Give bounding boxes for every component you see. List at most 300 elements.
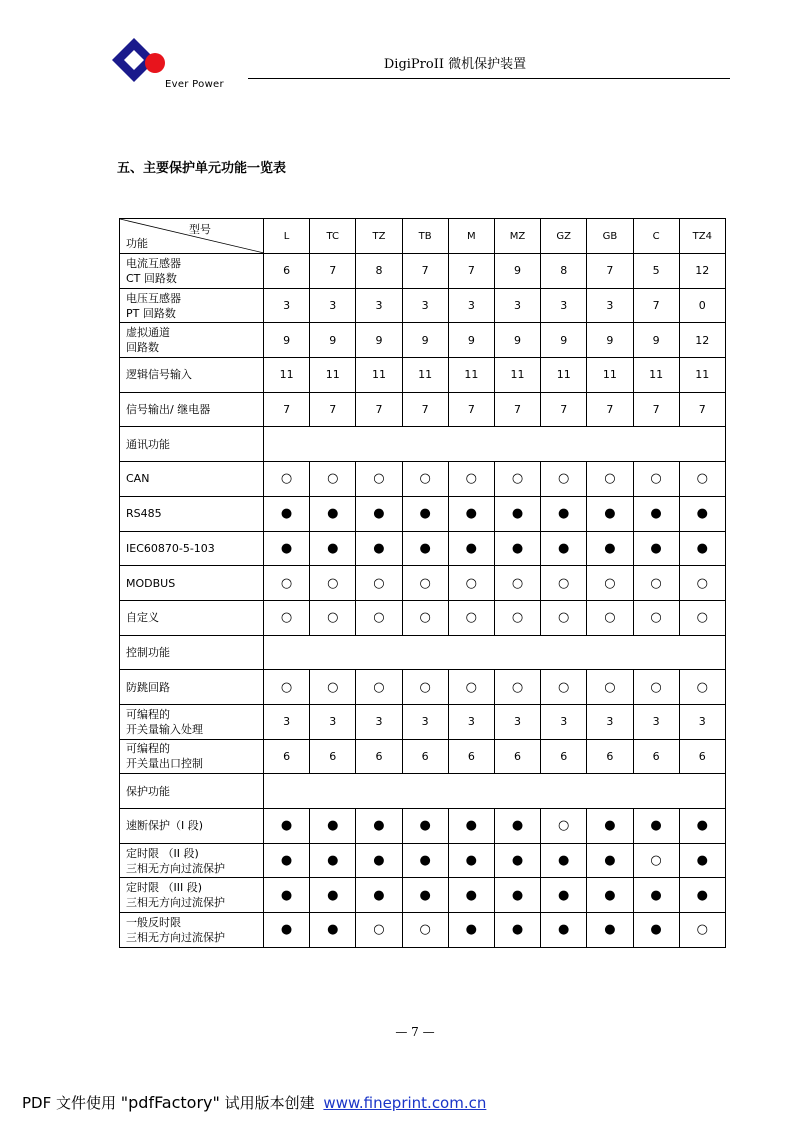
company-logo <box>110 36 240 96</box>
row-label-line: 三相无方向过流保护 <box>126 861 225 875</box>
table-cell <box>494 600 540 635</box>
table-cell <box>402 843 448 878</box>
row-label <box>120 358 264 393</box>
table-cell <box>679 878 725 913</box>
table-cell <box>633 358 679 393</box>
table-cell <box>264 878 310 913</box>
header-title: DigiProII 微机保护装置 <box>383 57 527 72</box>
table-cell <box>541 496 587 531</box>
table-cell <box>494 288 540 323</box>
table-cell <box>264 566 310 601</box>
table-cell <box>633 531 679 566</box>
table-cell <box>264 670 310 705</box>
table-cell <box>494 531 540 566</box>
supported-mark: ● <box>465 887 478 903</box>
supported-mark: ● <box>419 540 431 556</box>
corner-function-label: 功能 <box>126 237 148 250</box>
cell-value: 6 <box>421 749 429 763</box>
table-cell <box>310 843 356 878</box>
table-cell <box>448 739 494 774</box>
table-cell <box>587 531 633 566</box>
optional-mark: ○ <box>696 610 708 626</box>
cell-value: 7 <box>698 403 706 417</box>
table-cell <box>541 843 587 878</box>
table-cell <box>494 254 540 289</box>
optional-mark: ○ <box>650 471 662 487</box>
cell-value: 7 <box>467 264 475 278</box>
supported-mark: ● <box>650 506 662 522</box>
table-row <box>120 704 726 739</box>
table-cell <box>356 739 402 774</box>
table-cell <box>541 739 587 774</box>
optional-mark: ○ <box>558 679 570 695</box>
optional-mark: ○ <box>696 922 708 938</box>
table-cell <box>633 288 679 323</box>
table-cell <box>402 531 448 566</box>
table-cell <box>633 600 679 635</box>
table-cell <box>448 323 494 358</box>
table-cell <box>448 254 494 289</box>
table-cell <box>448 809 494 844</box>
table-cell <box>587 392 633 427</box>
cell-value: 6 <box>329 749 337 763</box>
cell-value: 3 <box>375 299 383 313</box>
supported-mark: ● <box>373 853 385 869</box>
cell-value: 11 <box>418 368 433 382</box>
section-empty-cell <box>264 774 726 809</box>
cell-value: 6 <box>652 749 660 763</box>
row-label <box>120 531 264 566</box>
column-header: GZ <box>541 219 587 254</box>
table-cell <box>310 913 356 948</box>
row-label <box>120 427 264 462</box>
table-cell <box>402 323 448 358</box>
table-cell <box>356 843 402 878</box>
table-cell <box>310 531 356 566</box>
table-cell <box>679 462 725 497</box>
supported-mark: ● <box>465 922 478 938</box>
table-cell <box>264 288 310 323</box>
table-cell <box>494 670 540 705</box>
table-cell <box>402 254 448 289</box>
table-cell <box>587 254 633 289</box>
row-label-line: 三相无方向过流保护 <box>126 896 225 910</box>
table-row <box>120 254 726 289</box>
table-cell <box>356 496 402 531</box>
supported-mark: ● <box>373 887 385 903</box>
table-corner-cell <box>120 219 264 254</box>
table-cell <box>356 358 402 393</box>
table-cell <box>264 531 310 566</box>
table-cell <box>264 462 310 497</box>
cell-value: 7 <box>421 403 429 417</box>
table-row <box>120 670 726 705</box>
table-cell <box>310 288 356 323</box>
table-cell <box>264 809 310 844</box>
supported-mark: ● <box>511 887 524 903</box>
supported-mark: ● <box>327 887 339 903</box>
cell-value: 3 <box>329 299 337 313</box>
supported-mark: ● <box>511 818 524 834</box>
section-empty-cell <box>264 427 726 462</box>
table-cell <box>494 878 540 913</box>
supported-mark: ● <box>604 922 616 938</box>
column-header: L <box>264 219 310 254</box>
cell-value: 7 <box>652 403 660 417</box>
supported-mark: ● <box>373 818 385 834</box>
cell-value: 6 <box>698 749 706 763</box>
table-cell <box>356 704 402 739</box>
supported-mark: ● <box>511 540 524 556</box>
row-label <box>120 704 264 739</box>
table-cell <box>587 358 633 393</box>
cell-value: 9 <box>514 264 522 278</box>
cell-value: 3 <box>283 715 291 729</box>
row-label <box>120 323 264 358</box>
optional-mark: ○ <box>465 679 478 695</box>
table-cell <box>310 392 356 427</box>
supported-mark: ● <box>327 853 339 869</box>
supported-mark: ● <box>604 818 616 834</box>
table-cell <box>587 496 633 531</box>
section-title: 五、主要保护单元功能一览表 <box>117 161 287 176</box>
table-cell <box>448 670 494 705</box>
cell-value: 9 <box>283 333 291 347</box>
table-row <box>120 462 726 497</box>
table-cell <box>310 254 356 289</box>
table-cell <box>587 462 633 497</box>
row-label-line: 自定义 <box>126 611 159 625</box>
table-cell <box>679 323 725 358</box>
table-cell <box>587 704 633 739</box>
supported-mark: ● <box>419 506 431 522</box>
table-cell <box>310 358 356 393</box>
footer-middle: 试用版本创建 <box>219 1094 320 1112</box>
table-cell <box>448 392 494 427</box>
supported-mark: ● <box>327 818 339 834</box>
row-label-line: 防跳回路 <box>126 680 170 694</box>
supported-mark: ● <box>280 540 293 556</box>
cell-value: 9 <box>606 333 614 347</box>
table-section-row <box>120 427 726 462</box>
table-cell <box>679 288 725 323</box>
column-header: TB <box>402 219 448 254</box>
table-cell <box>356 531 402 566</box>
supported-mark: ● <box>419 887 431 903</box>
table-body <box>120 254 726 948</box>
table-cell <box>587 288 633 323</box>
cell-value: 3 <box>560 715 568 729</box>
table-cell <box>310 878 356 913</box>
table-row <box>120 392 726 427</box>
supported-mark: ● <box>696 853 708 869</box>
table-cell <box>310 704 356 739</box>
table-cell <box>448 843 494 878</box>
table-cell <box>402 809 448 844</box>
table-cell <box>402 670 448 705</box>
cell-value: 7 <box>606 403 614 417</box>
supported-mark: ● <box>280 887 293 903</box>
row-label <box>120 462 264 497</box>
table-cell <box>402 913 448 948</box>
section-empty-cell <box>264 635 726 670</box>
optional-mark: ○ <box>327 679 339 695</box>
table-cell <box>448 358 494 393</box>
table-cell <box>356 878 402 913</box>
table-cell <box>448 704 494 739</box>
column-header: GB <box>587 219 633 254</box>
table-cell <box>356 913 402 948</box>
table-cell <box>587 670 633 705</box>
row-label <box>120 809 264 844</box>
table-cell <box>541 254 587 289</box>
table-cell <box>587 809 633 844</box>
table-cell <box>494 462 540 497</box>
cell-value: 9 <box>421 333 429 347</box>
supported-mark: ● <box>604 887 616 903</box>
table-cell <box>310 670 356 705</box>
table-cell <box>679 531 725 566</box>
column-header: C <box>633 219 679 254</box>
footer-prefix: PDF 文件使用 <box>22 1094 121 1112</box>
table-cell <box>587 878 633 913</box>
supported-mark: ● <box>604 853 616 869</box>
table-cell <box>264 913 310 948</box>
cell-value: 3 <box>698 715 706 729</box>
optional-mark: ○ <box>373 679 385 695</box>
table-row <box>120 496 726 531</box>
cell-value: 6 <box>283 264 291 278</box>
table-cell <box>679 913 725 948</box>
optional-mark: ○ <box>604 679 616 695</box>
table-cell <box>448 288 494 323</box>
supported-mark: ● <box>465 506 478 522</box>
optional-mark: ○ <box>373 471 385 487</box>
row-label-line: IEC60870-5-103 <box>126 541 215 555</box>
table-cell <box>679 670 725 705</box>
optional-mark: ○ <box>604 471 616 487</box>
cell-value: 7 <box>652 299 660 313</box>
row-label <box>120 843 264 878</box>
row-label <box>120 600 264 635</box>
row-label-line: RS485 <box>126 507 162 521</box>
table-cell <box>448 531 494 566</box>
table-cell <box>494 913 540 948</box>
table-cell <box>494 392 540 427</box>
row-label-line: 速断保护（I 段) <box>126 819 204 833</box>
table-row <box>120 323 726 358</box>
supported-mark: ● <box>327 922 339 938</box>
table-row <box>120 531 726 566</box>
row-label <box>120 635 264 670</box>
row-label-line: 一般反时限 <box>126 915 181 929</box>
cell-value: 11 <box>510 368 525 382</box>
column-header: TZ4 <box>679 219 725 254</box>
table-cell <box>310 566 356 601</box>
table-cell <box>264 254 310 289</box>
optional-mark: ○ <box>511 575 524 591</box>
table-cell <box>264 843 310 878</box>
cell-value: 12 <box>695 264 710 278</box>
supported-mark: ● <box>558 853 570 869</box>
cell-value: 11 <box>602 368 617 382</box>
optional-mark: ○ <box>465 471 478 487</box>
supported-mark: ● <box>327 506 339 522</box>
optional-mark: ○ <box>280 471 293 487</box>
row-label-line: 开关量出口控制 <box>126 757 203 771</box>
optional-mark: ○ <box>280 575 293 591</box>
logo-text: Ever Power <box>165 79 224 90</box>
optional-mark: ○ <box>511 471 524 487</box>
cell-value: 6 <box>375 749 383 763</box>
optional-mark: ○ <box>511 610 524 626</box>
table-row <box>120 566 726 601</box>
table-cell <box>587 566 633 601</box>
table-section-row <box>120 774 726 809</box>
table-cell <box>633 323 679 358</box>
corner-model-label: 型号 <box>189 223 211 236</box>
table-section-row <box>120 635 726 670</box>
row-label <box>120 913 264 948</box>
cell-value: 6 <box>283 749 291 763</box>
table-cell <box>679 809 725 844</box>
cell-value: 11 <box>556 368 571 382</box>
row-label-line: 虚拟通道 <box>126 326 170 340</box>
table-cell <box>587 600 633 635</box>
table-cell <box>494 358 540 393</box>
cell-value: 3 <box>421 299 429 313</box>
table-cell <box>679 739 725 774</box>
cell-value: 7 <box>283 403 291 417</box>
supported-mark: ● <box>604 540 616 556</box>
row-label <box>120 392 264 427</box>
row-label <box>120 670 264 705</box>
table-cell <box>448 600 494 635</box>
cell-value: 7 <box>421 264 429 278</box>
optional-mark: ○ <box>604 575 616 591</box>
optional-mark: ○ <box>650 853 662 869</box>
table-cell <box>541 462 587 497</box>
supported-mark: ● <box>558 922 570 938</box>
optional-mark: ○ <box>465 610 478 626</box>
table-cell <box>494 496 540 531</box>
header-rule <box>248 78 730 79</box>
cell-value: 3 <box>283 299 291 313</box>
optional-mark: ○ <box>419 679 431 695</box>
optional-mark: ○ <box>650 575 662 591</box>
table-cell <box>356 323 402 358</box>
supported-mark: ● <box>650 818 662 834</box>
optional-mark: ○ <box>419 610 431 626</box>
cell-value: 3 <box>606 715 614 729</box>
column-header: MZ <box>494 219 540 254</box>
table-cell <box>448 566 494 601</box>
cell-value: 3 <box>375 715 383 729</box>
cell-value: 7 <box>560 403 568 417</box>
table-cell <box>264 496 310 531</box>
supported-mark: ● <box>511 922 524 938</box>
table-cell <box>402 462 448 497</box>
table-cell <box>633 462 679 497</box>
cell-value: 7 <box>329 403 337 417</box>
table-cell <box>679 358 725 393</box>
optional-mark: ○ <box>558 575 570 591</box>
cell-value: 3 <box>467 299 475 313</box>
optional-mark: ○ <box>373 575 385 591</box>
table-cell <box>402 288 448 323</box>
table-cell <box>264 323 310 358</box>
supported-mark: ● <box>280 506 293 522</box>
optional-mark: ○ <box>419 575 431 591</box>
supported-mark: ● <box>696 540 708 556</box>
table-cell <box>494 323 540 358</box>
cell-value: 6 <box>560 749 568 763</box>
optional-mark: ○ <box>327 471 339 487</box>
cell-value: 3 <box>467 715 475 729</box>
table-cell <box>402 358 448 393</box>
table-cell <box>679 392 725 427</box>
table-cell <box>679 566 725 601</box>
table-cell <box>356 462 402 497</box>
table-cell <box>541 566 587 601</box>
supported-mark: ● <box>696 506 708 522</box>
row-label-line: 三相无方向过流保护 <box>126 930 225 944</box>
table-cell <box>356 392 402 427</box>
cell-value: 8 <box>375 264 383 278</box>
optional-mark: ○ <box>650 610 662 626</box>
cell-value: 0 <box>698 299 706 313</box>
table-cell <box>310 809 356 844</box>
supported-mark: ● <box>465 853 478 869</box>
row-label-line: 保护功能 <box>126 784 170 798</box>
optional-mark: ○ <box>604 610 616 626</box>
table-cell <box>448 496 494 531</box>
footer-link[interactable]: www.fineprint.com.cn <box>323 1094 487 1112</box>
row-label <box>120 288 264 323</box>
supported-mark: ● <box>511 853 524 869</box>
table-cell <box>264 600 310 635</box>
cell-value: 3 <box>560 299 568 313</box>
table-cell <box>310 462 356 497</box>
supported-mark: ● <box>419 853 431 869</box>
table-cell <box>310 739 356 774</box>
optional-mark: ○ <box>558 471 570 487</box>
table-cell <box>679 496 725 531</box>
table-cell <box>541 392 587 427</box>
table-cell <box>494 704 540 739</box>
table-row <box>120 843 726 878</box>
table-cell <box>310 496 356 531</box>
table-cell <box>679 600 725 635</box>
optional-mark: ○ <box>280 610 293 626</box>
row-label-line: 可编程的 <box>126 707 170 721</box>
cell-value: 7 <box>329 264 337 278</box>
cell-value: 7 <box>514 403 522 417</box>
row-label-line: 通讯功能 <box>126 437 170 451</box>
optional-mark: ○ <box>558 610 570 626</box>
cell-value: 7 <box>375 403 383 417</box>
table-cell <box>541 809 587 844</box>
table-cell <box>356 809 402 844</box>
cell-value: 9 <box>514 333 522 347</box>
row-label <box>120 254 264 289</box>
table-cell <box>633 878 679 913</box>
cell-value: 3 <box>606 299 614 313</box>
table-cell <box>587 323 633 358</box>
row-label <box>120 739 264 774</box>
cell-value: 9 <box>375 333 383 347</box>
cell-value: 5 <box>652 264 660 278</box>
